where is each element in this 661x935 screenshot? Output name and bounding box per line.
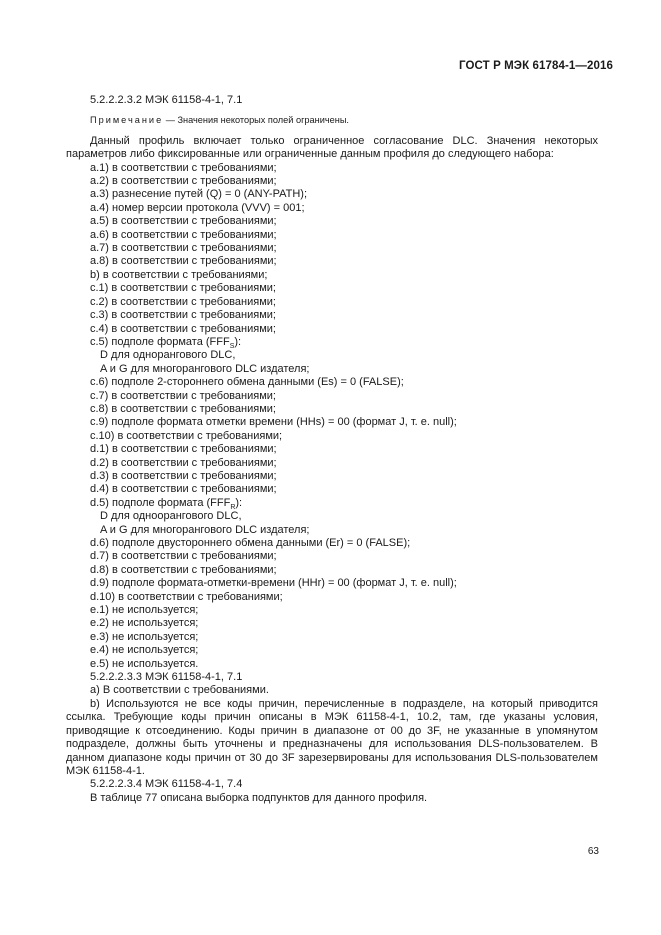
list-item: d.9) подполе формата-отметки-времени (HHr) = 00 (формат J, т. е. null); bbox=[90, 577, 457, 590]
list-item: c.9) подполе формата отметки времени (HHs) = 00 (формат J, т. е. null); bbox=[90, 416, 457, 429]
list-item: e.2) не используется; bbox=[90, 617, 199, 630]
sub-item: D для одноорангового DLC, bbox=[100, 510, 242, 523]
list-item-format-s: c.5) подполе формата $(FFF_S)$: bbox=[90, 335, 242, 350]
paragraph: В таблице 77 описана выборка подпунктов для данного профиля. bbox=[90, 791, 428, 804]
list-item: c.7) в соответствии с требованиями; bbox=[90, 389, 276, 402]
document-header: ГОСТ Р МЭК 61784-1—2016 bbox=[459, 60, 613, 72]
list-item: a) В соответствии с требованиями. bbox=[90, 684, 269, 697]
list-item: a.3) разнесение путей (Q) = 0 (ANY-PATH); bbox=[90, 188, 308, 201]
list-item: a.2) в соответствии с требованиями; bbox=[90, 175, 277, 188]
list-item: c.3) в соответствии с требованиями; bbox=[90, 309, 276, 322]
list-item: e.3) не используется; bbox=[90, 630, 199, 643]
list-item: b) в соответствии с требованиями; bbox=[90, 268, 268, 281]
list-item: c.1) в соответствии с требованиями; bbox=[90, 282, 276, 295]
list-item: d.3) в соответствии с требованиями; bbox=[90, 469, 277, 482]
list-item: d.10) в соответствии с требованиями; bbox=[90, 590, 283, 603]
list-item: a.4) номер версии протокола (VVV) = 001; bbox=[90, 201, 305, 214]
section-heading: 5.2.2.2.3.3 МЭК 61158-4-1, 7.1 bbox=[90, 671, 243, 684]
list-item: c.8) в соответствии с требованиями; bbox=[90, 402, 276, 415]
list-item: d.1) в соответствии с требованиями; bbox=[90, 443, 277, 456]
list-item: d.7) в соответствии с требованиями; bbox=[90, 550, 277, 563]
note-label: Примечание bbox=[90, 115, 164, 126]
list-item: d.8) в соответствии с требованиями; bbox=[90, 563, 277, 576]
list-item: a.1) в соответствии с требованиями; bbox=[90, 161, 277, 174]
list-item: e.1) не используется; bbox=[90, 604, 199, 617]
list-item: c.2) в соответствии с требованиями; bbox=[90, 295, 276, 308]
list-item-format-r: d.5) подполе формата $(FFF_R)$: bbox=[90, 496, 243, 511]
list-item: a.6) в соответствии с требованиями; bbox=[90, 228, 277, 241]
list-item: a.7) в соответствии с требованиями; bbox=[90, 242, 277, 255]
list-item: d.6) подполе двустороннего обмена данными (Er) = 0 (FALSE); bbox=[90, 537, 411, 549]
list-item: a.8) в соответствии с требованиями; bbox=[90, 255, 277, 268]
intro-paragraph: Данный профиль включает только ограниченное согласование DLC. Значения некоторых параметров либо фиксированные или ограниченные данным профиля до следующего набора: bbox=[66, 134, 598, 161]
sub-item: A и G для многорангового DLC издателя; bbox=[100, 523, 310, 536]
list-item: a.5) в соответствии с требованиями; bbox=[90, 215, 277, 228]
list-item: c.4) в соответствии с требованиями; bbox=[90, 322, 276, 335]
list-item: d.4) в соответствии с требованиями; bbox=[90, 483, 277, 496]
list-item: c.6) подполе 2-стороннего обмена данными (Es) = 0 (FALSE); bbox=[90, 376, 404, 389]
note-text: — Значения некоторых полей ограничены. bbox=[163, 115, 349, 126]
list-item: c.10) в соответствии с требованиями; bbox=[90, 429, 283, 442]
sub-item: A и G для многорангового DLC издателя; bbox=[100, 362, 310, 375]
list-item: e.4) не используется; bbox=[90, 644, 199, 657]
list-item: d.2) в соответствии с требованиями; bbox=[90, 456, 277, 469]
document-body bbox=[66, 94, 598, 805]
section-heading: 5.2.2.2.3.2 МЭК 61158-4-1, 7.1 bbox=[90, 94, 243, 106]
paragraph: b) Используются не все коды причин, перечисленные в подразделе, на который приводится ссылка. Требующие коды причин описаны в МЭК 61158-4-1, 10.2, там, где указаны условия, приводящие к отсоединению. Коды причин в диапазоне от 00 до 3F, не указанные в упомянутом подразделе, должны быть уточнены и предназначены для использования DLS-пользователем. В данном диапазоне коды причин от 30 до 3F зарезервированы для использования DLS-пользователем МЭК 61158-4-1. bbox=[66, 697, 598, 777]
sub-item: D для одноpангового DLC, bbox=[100, 349, 236, 362]
list-item: e.5) не используется. bbox=[90, 657, 199, 670]
section-heading: 5.2.2.2.3.4 МЭК 61158-4-1, 7.4 bbox=[90, 778, 243, 791]
note bbox=[66, 114, 598, 127]
page-number: 63 bbox=[587, 846, 599, 857]
